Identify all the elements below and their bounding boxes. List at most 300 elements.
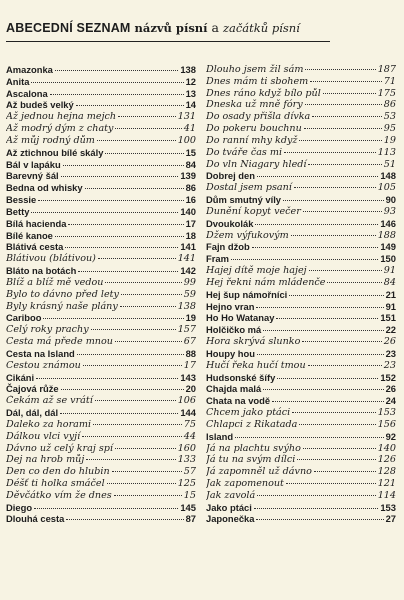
entry-page-number: 90 (385, 194, 396, 206)
index-entry (206, 111, 396, 123)
entry-title: Ho Ho Watanay (206, 312, 275, 324)
dot-leader (309, 270, 382, 271)
entry-page-number: 187 (377, 64, 396, 75)
entry-page-number: 150 (380, 253, 396, 265)
entry-page-number: 99 (183, 276, 196, 288)
entry-page-number: 160 (177, 442, 196, 454)
dot-leader (55, 236, 184, 237)
entry-page-number: 53 (383, 111, 396, 123)
index-entry (206, 64, 396, 76)
index-entry (6, 206, 196, 218)
index-entry (206, 218, 396, 230)
dot-leader (257, 176, 378, 177)
entry-title: Jako ptáci (206, 501, 252, 513)
entry-page-number: 51 (383, 158, 396, 170)
dot-leader (299, 140, 381, 141)
index-entry (206, 241, 396, 253)
dot-leader (120, 306, 176, 307)
entry-page-number: 128 (377, 466, 396, 478)
entry-title: Dál, dál, dál (6, 407, 59, 419)
index-entry (206, 443, 396, 455)
entry-page-number: 149 (380, 241, 396, 253)
entry-title: Betty (6, 205, 30, 217)
entry-page-number: 87 (185, 513, 196, 525)
dot-leader (314, 471, 376, 472)
entry-title: Cikáni (6, 371, 35, 383)
entry-page-number: 88 (185, 347, 196, 359)
dot-leader (284, 152, 376, 153)
entry-page-number: 114 (377, 489, 396, 501)
entry-title: Dvoukolák (206, 217, 254, 229)
entry-title: Až modrý dým z chaty (6, 123, 114, 135)
entry-title: Bylo to dávno před lety (6, 288, 119, 300)
dot-leader (291, 235, 376, 236)
entry-title: Do ranní mhy když (206, 134, 298, 146)
dot-leader (272, 401, 383, 402)
entry-page-number: 16 (185, 194, 196, 206)
index-entry (206, 407, 396, 419)
entry-page-number: 146 (380, 217, 396, 229)
index-entry (6, 443, 196, 455)
index-entry (206, 490, 396, 502)
dot-leader (34, 508, 178, 509)
index-entry (206, 277, 396, 289)
entry-page-number: 92 (385, 430, 396, 442)
index-entry (6, 241, 196, 253)
entry-page-number: 57 (183, 466, 196, 478)
index-subtitle-conjunction: a (207, 20, 223, 35)
index-entry (6, 466, 196, 478)
dot-leader (283, 200, 384, 201)
entry-title: Cesta má přede mnou (6, 336, 113, 348)
dot-leader (277, 378, 378, 379)
dot-leader (235, 437, 383, 438)
entry-page-number: 26 (385, 383, 396, 395)
index-entry (206, 348, 396, 360)
entry-page-number: 145 (180, 501, 196, 513)
entry-title: Houpy hou (206, 347, 255, 359)
index-entry (6, 182, 196, 194)
entry-title: Dnes mám ti sbohem (206, 75, 309, 87)
dot-leader (289, 295, 383, 296)
entry-page-number: 59 (183, 288, 196, 300)
dot-leader (310, 81, 382, 82)
dot-leader (91, 329, 176, 330)
entry-title: Cariboo (6, 312, 42, 324)
index-entry (206, 76, 396, 88)
dot-leader (299, 424, 375, 425)
entry-page-number: 21 (385, 288, 396, 300)
entry-title: Cestou známou (6, 359, 81, 371)
entry-title: Dnes ráno když bílo půl (206, 87, 321, 99)
dot-leader (93, 424, 182, 425)
index-entry (206, 265, 396, 277)
page-header (6, 20, 398, 36)
entry-page-number: 140 (180, 205, 196, 217)
dot-leader (286, 483, 376, 484)
dot-leader (303, 448, 376, 449)
index-entry (6, 324, 196, 336)
dot-leader (294, 187, 376, 188)
index-entry (206, 159, 396, 171)
index-entry (6, 360, 196, 372)
dot-leader (61, 389, 184, 390)
entry-page-number: 22 (385, 324, 396, 336)
entry-page-number: 23 (383, 359, 396, 371)
entry-title: Dobrej den (206, 170, 255, 182)
index-entry (206, 88, 396, 100)
entry-page-number: 153 (380, 501, 396, 513)
entry-page-number: 86 (185, 182, 196, 194)
entry-title: Dej na hrob můj (6, 454, 85, 466)
entry-page-number: 140 (377, 442, 396, 454)
entry-title: Fram (206, 253, 229, 265)
index-entry (6, 454, 196, 466)
entry-title: Amazonka (6, 64, 53, 75)
entry-title: Dlouhá cesta (6, 513, 65, 525)
dot-leader (107, 483, 176, 484)
entry-page-number: 113 (377, 146, 396, 158)
dot-leader (308, 164, 381, 165)
entry-page-number: 67 (183, 336, 196, 348)
entry-page-number: 188 (377, 229, 396, 241)
entry-title: Blátivá cesta (6, 241, 64, 253)
entry-page-number: 151 (380, 312, 396, 324)
entry-title: Dlouho jsem žil sám (206, 64, 304, 75)
index-column-right (206, 64, 396, 525)
index-entry (206, 502, 396, 514)
index-entry (6, 490, 196, 502)
dot-leader (312, 116, 382, 117)
entry-title: Dávno už celý kraj spí (6, 442, 113, 454)
entry-title: Bál v lapáku (6, 158, 61, 170)
index-entry (206, 253, 396, 265)
index-column-left (6, 64, 196, 525)
index-subtitle-song-names: názvů písní (134, 21, 208, 35)
index-entry (206, 206, 396, 218)
dot-leader (257, 354, 384, 355)
entry-page-number: 148 (380, 170, 396, 182)
entry-page-number: 91 (385, 300, 396, 312)
index-entry (206, 395, 396, 407)
entry-title: Bláto na botách (6, 265, 77, 277)
entry-title: Do osady přišla dívka (206, 111, 311, 123)
index-entry (6, 64, 196, 76)
index-entry (206, 454, 396, 466)
index-entry (6, 372, 196, 384)
dot-leader (263, 330, 383, 331)
entry-title: Dům smutný víly (206, 194, 282, 206)
dot-leader (115, 448, 176, 449)
entry-page-number: 157 (177, 324, 196, 336)
dot-leader (297, 459, 375, 460)
index-entry (206, 336, 396, 348)
dot-leader (77, 354, 184, 355)
index-entry (206, 289, 396, 301)
dot-leader (31, 82, 183, 83)
entry-page-number: 23 (385, 347, 396, 359)
header-divider (6, 41, 330, 42)
index-entry (6, 135, 196, 147)
entry-page-number: 17 (185, 217, 196, 229)
index-entry (206, 312, 396, 324)
dot-leader (115, 128, 181, 129)
entry-title: Až budeš velký (6, 99, 74, 111)
entry-title: Do tváře čas mi (206, 146, 283, 158)
entry-page-number: 44 (183, 430, 196, 442)
index-entry (6, 76, 196, 88)
dot-leader (257, 495, 376, 496)
entry-title: Hučí řeka hučí tmou (206, 359, 306, 371)
entry-page-number: 153 (377, 407, 396, 419)
dot-leader (303, 211, 382, 212)
entry-page-number: 156 (377, 418, 396, 430)
dot-leader (115, 341, 182, 342)
index-entry (6, 348, 196, 360)
index-entry (206, 383, 396, 395)
dot-leader (121, 294, 182, 295)
entry-title: Barevný šál (6, 170, 59, 182)
entry-title: Čajová růže (6, 383, 59, 395)
entry-title: Dneska už mně fóry (206, 99, 303, 111)
entry-title: Hudsonské šífy (206, 371, 276, 383)
index-entry (6, 194, 196, 206)
entry-page-number: 12 (185, 75, 196, 87)
entry-title: Diego (6, 501, 33, 513)
dot-leader (85, 188, 184, 189)
index-entry (206, 147, 396, 159)
entry-page-number: 17 (183, 359, 196, 371)
entry-page-number: 131 (177, 111, 196, 123)
index-entry (6, 383, 196, 395)
entry-page-number: 20 (185, 383, 196, 395)
entry-title: Fajn džob (206, 241, 250, 253)
index-entry (206, 513, 396, 525)
index-entry (206, 431, 396, 443)
entry-title: Já tu na svým dílci (206, 454, 296, 466)
index-entry (6, 478, 196, 490)
entry-title: Do vln Niagary hledí (206, 158, 307, 170)
dot-leader (292, 412, 375, 413)
index-entry (6, 170, 196, 182)
dot-leader (38, 200, 183, 201)
entry-title: Jak zavolá (206, 489, 256, 501)
index-subtitle-song-beginnings: začátků písní (222, 21, 300, 35)
index-entry (6, 395, 196, 407)
entry-title: Až ztichnou bílé skály (6, 146, 104, 158)
dot-leader (50, 94, 184, 95)
index-entry (6, 147, 196, 159)
index-entry (206, 466, 396, 478)
entry-title: Anita (6, 75, 30, 87)
entry-title: Já zapomněl už dávno (206, 466, 312, 478)
index-entry (206, 360, 396, 372)
entry-title: Holčičko má (206, 324, 262, 336)
dot-leader (255, 224, 378, 225)
dot-leader (83, 365, 182, 366)
entry-page-number: 14 (185, 99, 196, 111)
entry-page-number: 144 (180, 407, 196, 419)
dot-leader (82, 436, 182, 437)
entry-title: Bílé kanoe (6, 229, 53, 241)
entry-title: Bílá hacienda (6, 217, 67, 229)
entry-page-number: 152 (380, 371, 396, 383)
index-entry (206, 123, 396, 135)
entry-page-number: 19 (383, 134, 396, 146)
entry-title: Den co den do hlubin (6, 466, 110, 478)
entry-page-number: 125 (177, 477, 196, 489)
dot-leader (327, 282, 381, 283)
dot-leader (308, 365, 382, 366)
entry-page-number: 84 (185, 158, 196, 170)
entry-page-number: 19 (185, 312, 196, 324)
dot-leader (256, 519, 383, 520)
entry-title: Chajda malá (206, 383, 262, 395)
dot-leader (43, 318, 183, 319)
entry-page-number: 41 (183, 123, 196, 135)
index-entry (6, 513, 196, 525)
entry-title: Děvčátko vím že dnes (6, 489, 112, 501)
index-entry (206, 170, 396, 182)
dot-leader (304, 128, 382, 129)
dot-leader (252, 247, 379, 248)
dot-leader (68, 224, 183, 225)
index-entry (6, 123, 196, 135)
entry-page-number: 71 (383, 75, 396, 87)
entry-title: Bessie (6, 194, 37, 206)
dot-leader (105, 153, 183, 154)
entry-page-number: 138 (180, 64, 196, 75)
dot-leader (31, 212, 178, 213)
entry-page-number: 141 (177, 253, 196, 265)
entry-page-number: 138 (177, 300, 196, 312)
index-entry (206, 99, 396, 111)
entry-page-number: 91 (383, 265, 396, 277)
entry-page-number: 143 (180, 371, 196, 383)
entry-page-number: 105 (377, 182, 396, 194)
entry-title: Hajej dítě moje hajej (206, 265, 307, 277)
entry-title: Až jednou hejna mejch (6, 111, 117, 123)
dot-leader (112, 471, 182, 472)
dot-leader (66, 519, 183, 520)
entry-page-number: 175 (377, 87, 396, 99)
dot-leader (114, 495, 182, 496)
index-title: ABECEDNÍ SEZNAM (6, 21, 131, 35)
dot-leader (76, 105, 184, 106)
entry-page-number: 106 (177, 395, 196, 407)
entry-title: Hej řekni nám mládenče (206, 276, 326, 288)
entry-title: Déšť ti holka smáčel (6, 477, 105, 489)
entry-page-number: 24 (385, 395, 396, 407)
entry-title: Ascalona (6, 87, 48, 99)
entry-page-number: 86 (383, 99, 396, 111)
entry-title: Čekám až se vrátí (6, 395, 93, 407)
entry-title: Daleko za horami (6, 418, 92, 430)
entry-page-number: 95 (383, 123, 396, 135)
entry-page-number: 26 (383, 336, 396, 348)
entry-page-number: 141 (180, 241, 196, 253)
entry-page-number: 27 (385, 513, 396, 525)
dot-leader (60, 413, 178, 414)
index-entry (6, 99, 196, 111)
dot-leader (256, 307, 383, 308)
entry-title: Chata na vodě (206, 395, 271, 407)
index-entry (6, 336, 196, 348)
index-entry (206, 230, 396, 242)
index-entry (6, 301, 196, 313)
entry-page-number: 15 (185, 146, 196, 158)
dot-leader (105, 282, 181, 283)
dot-leader (302, 341, 381, 342)
index-entry (6, 312, 196, 324)
entry-page-number: 139 (180, 170, 196, 182)
entry-page-number: 133 (177, 454, 196, 466)
dot-leader (276, 318, 378, 319)
index-entry (6, 159, 196, 171)
entry-title: Dunění kopyt večer (206, 205, 301, 217)
entry-title: Byly krásný naše plány (6, 300, 118, 312)
entry-page-number: 75 (183, 418, 196, 430)
index-entry (206, 301, 396, 313)
dot-leader (305, 104, 382, 105)
entry-title: Blátivou (blátivou) (6, 253, 96, 265)
dot-leader (61, 176, 179, 177)
entry-title: Do pokeru bouchnu (206, 123, 302, 135)
entry-title: Až můj rodný dům (6, 134, 95, 146)
entry-title: Blíž a blíž mě vedou (6, 276, 104, 288)
entry-title: Celý roky prachy (6, 324, 89, 336)
entry-page-number: 93 (383, 205, 396, 217)
entry-title: Dálkou vlci vyjí (6, 430, 81, 442)
index-entry (6, 431, 196, 443)
index-entry (6, 419, 196, 431)
index-entry (6, 253, 196, 265)
entry-page-number: 84 (383, 276, 396, 288)
dot-leader (231, 259, 378, 260)
index-entry (206, 182, 396, 194)
index-entry (206, 478, 396, 490)
entry-title: Chcem jako ptáci (206, 407, 291, 419)
dot-leader (323, 93, 376, 94)
dot-leader (78, 271, 178, 272)
entry-page-number: 100 (177, 134, 196, 146)
dot-leader (63, 165, 184, 166)
dot-leader (254, 508, 378, 509)
dot-leader (95, 400, 176, 401)
entry-page-number: 13 (185, 87, 196, 99)
index-entry (206, 194, 396, 206)
index-entry (206, 419, 396, 431)
index-entry (6, 407, 196, 419)
entry-title: Já na plachtu svýho (206, 442, 301, 454)
index-entry (6, 277, 196, 289)
index-entry (6, 218, 196, 230)
entry-title: Chlapci z Rikatada (206, 418, 298, 430)
entry-title: Japonečka (206, 513, 255, 525)
dot-leader (263, 389, 383, 390)
dot-leader (36, 378, 178, 379)
index-entry (206, 135, 396, 147)
dot-leader (305, 69, 375, 70)
index-entry (206, 372, 396, 384)
dot-leader (55, 70, 178, 71)
index-entry (6, 111, 196, 123)
entry-title: Hej šup námořníci (206, 288, 288, 300)
entry-title: Hora skrývá slunko (206, 336, 301, 348)
index-entry (6, 289, 196, 301)
dot-leader (98, 258, 176, 259)
index-entry (6, 265, 196, 277)
